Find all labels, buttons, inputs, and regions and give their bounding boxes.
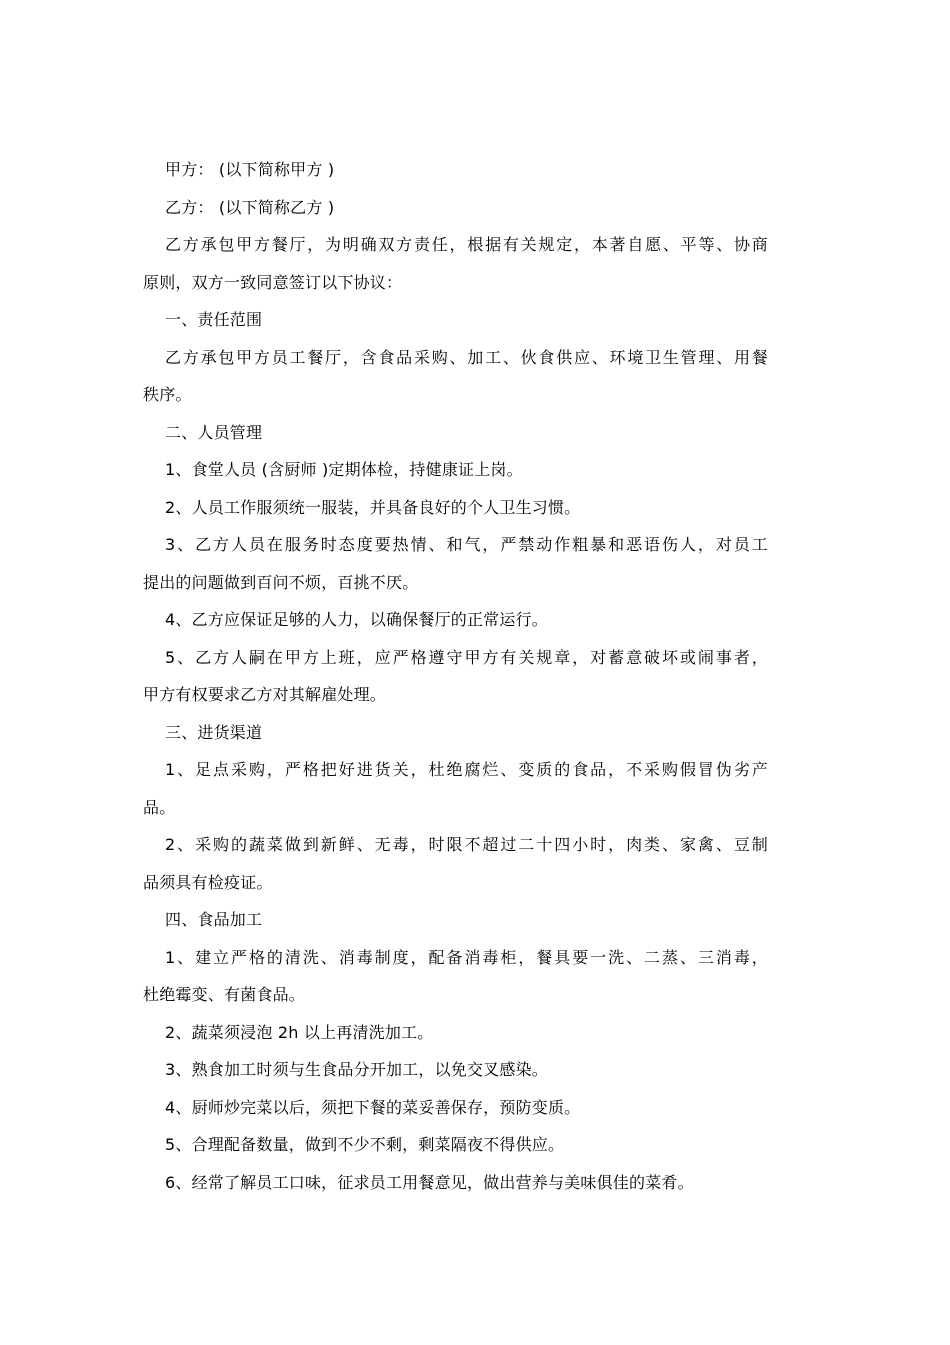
- clause-line: 品。: [143, 797, 176, 817]
- clause-line: 品须具有检疫证。: [143, 872, 273, 892]
- section-heading: 四、食品加工: [165, 910, 263, 929]
- clause-line: 提出的问题做到百问不烦，百挑不厌。: [143, 572, 419, 592]
- paragraph-line: 秩序。: [143, 385, 192, 404]
- section-heading: 一、责任范围: [165, 310, 263, 329]
- clause-line: 5、乙方人嗣在甲方上班，应严格遵守甲方有关规章，对蓄意破坏或闹事者，: [165, 647, 768, 667]
- intro-paragraph-line: 原则，双方一致同意签订以下协议：: [143, 272, 403, 292]
- clause-line: 1、建立严格的清洗、消毒制度，配备消毒柜，餐具要一洗、二蒸、三消毒，: [165, 947, 768, 967]
- clause-line: 3、熟食加工时须与生食品分开加工，以免交叉感染。: [165, 1060, 548, 1079]
- paragraph-line: 乙方承包甲方员工餐厅，含食品采购、加工、伙食供应、环境卫生管理、用餐: [165, 347, 768, 367]
- clause-line: 3、乙方人员在服务时态度要热情、和气，严禁动作粗暴和恶语伤人，对员工: [165, 535, 768, 554]
- party-a-line: 甲方： (以下简称甲方 ): [165, 160, 335, 179]
- clause-line: 1、足点采购，严格把好进货关，杜绝腐烂、变质的食品，不采购假冒伪劣产: [165, 760, 768, 779]
- clause-line: 杜绝霉变、有菌食品。: [143, 985, 306, 1004]
- clause-line: 6、经常了解员工口味，征求员工用餐意见，做出营养与美味俱佳的菜肴。: [165, 1172, 694, 1192]
- clause-line: 甲方有权要求乙方对其解雇处理。: [143, 685, 387, 704]
- intro-paragraph-line: 乙方承包甲方餐厅，为明确双方责任，根据有关规定，本著自愿、平等、协商: [165, 235, 768, 254]
- party-b-line: 乙方： (以下简称乙方 ): [165, 197, 335, 217]
- clause-line: 1、食堂人员 (含厨师 )定期体检，持健康证上岗。: [165, 460, 523, 479]
- clause-line: 2、采购的蔬菜做到新鲜、无毒，时限不超过二十四小时，肉类、家禽、豆制: [165, 835, 768, 854]
- clause-line: 2、人员工作服须统一服装，并具备良好的个人卫生习惯。: [165, 497, 581, 517]
- contract-body: [143, 151, 768, 1201]
- section-heading: 二、人员管理: [165, 422, 263, 442]
- section-heading: 三、进货渠道: [165, 722, 263, 742]
- clause-line: 4、乙方应保证足够的人力，以确保餐厅的正常运行。: [165, 610, 548, 629]
- clause-line: 4、厨师炒完菜以后，须把下餐的菜妥善保存，预防变质。: [165, 1097, 581, 1117]
- clause-line: 2、蔬菜须浸泡 2h 以上再清洗加工。: [165, 1022, 434, 1042]
- clause-line: 5、合理配备数量，做到不少不剩，剩菜隔夜不得供应。: [165, 1135, 565, 1154]
